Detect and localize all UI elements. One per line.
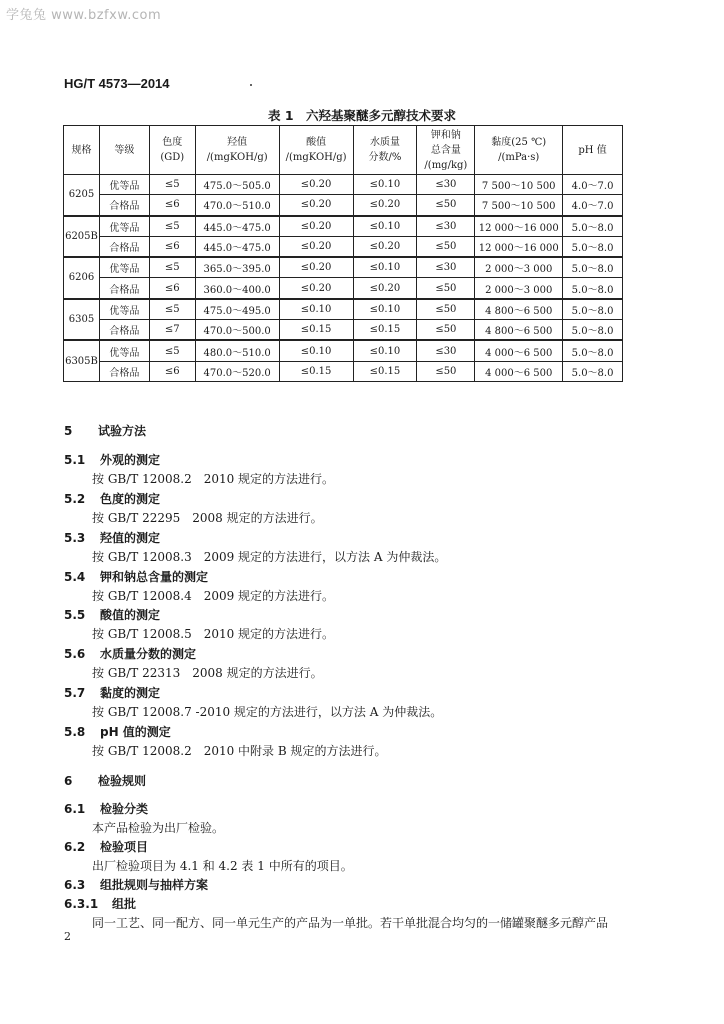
table-row: [64, 340, 623, 361]
spec-cell: 6205: [64, 175, 100, 216]
page-number: 2: [64, 930, 71, 943]
table-cell: 4.0～7.0: [563, 195, 623, 216]
body-paragraph: 本产品检验为出厂检验。: [92, 821, 225, 835]
table-cell: 优等品: [99, 257, 149, 278]
body-paragraph: 按 GB/T 12008.2 2010 规定的方法进行。: [92, 472, 335, 486]
section-number: 5.2: [64, 492, 86, 506]
section-title: 试验方法: [98, 424, 147, 438]
section-heading: [64, 422, 146, 439]
section-title: 钾和钠总含量的测定: [100, 570, 209, 584]
table-cell: ≤0.15: [279, 361, 353, 381]
table-cell: ≤0.10: [353, 299, 417, 320]
section-title: 检验分类: [100, 802, 149, 816]
table-cell: ≤5: [149, 299, 195, 320]
table-cell: ≤0.20: [279, 216, 353, 237]
table-row: [64, 278, 623, 299]
table-cell: ≤30: [417, 340, 475, 361]
scan-speck: [250, 84, 252, 86]
section-number: 5.8: [64, 725, 86, 739]
section-heading: [64, 490, 160, 507]
table-cell: 5.0～8.0: [563, 320, 623, 341]
section-title: 组批规则与抽样方案: [100, 878, 209, 892]
table-cell: 5.0～8.0: [563, 278, 623, 299]
table-cell: 4 000～6 500: [475, 361, 563, 381]
table-cell: ≤0.10: [353, 175, 417, 195]
table-cell: ≤30: [417, 175, 475, 195]
table-cell: ≤50: [417, 195, 475, 216]
section-title: 检验规则: [98, 774, 147, 788]
table-cell: 4 800～6 500: [475, 320, 563, 341]
table-row: [64, 361, 623, 381]
document-code-header: HG/T 4573—2014: [64, 76, 170, 91]
site-watermark: 学兔兔 www.bzfxw.com: [6, 8, 162, 23]
section-heading: [64, 451, 160, 468]
table-cell: 5.0～8.0: [563, 361, 623, 381]
table-cell: 5.0～8.0: [563, 299, 623, 320]
table-cell: ≤6: [149, 361, 195, 381]
table-cell: 合格品: [99, 320, 149, 341]
table-cell: 470.0～510.0: [195, 195, 279, 216]
table-cell: ≤0.10: [279, 299, 353, 320]
table-cell: 4.0～7.0: [563, 175, 623, 195]
spec-cell: 6305B: [64, 340, 100, 381]
table-cell: 445.0～475.0: [195, 216, 279, 237]
table-cell: 5.0～8.0: [563, 216, 623, 237]
body-paragraph: 按 GB/T 12008.2 2010 中附录 B 规定的方法进行。: [92, 744, 387, 758]
table-caption: 表 1 六羟基聚醚多元醇技术要求: [267, 108, 457, 123]
table-cell: ≤0.20: [279, 236, 353, 257]
table-row: [64, 320, 623, 341]
table-cell: 12 000～16 000: [475, 236, 563, 257]
section-heading: [64, 876, 208, 893]
section-number: 5.7: [64, 686, 86, 700]
section-title: 羟值的测定: [100, 531, 161, 545]
section-number: 5.5: [64, 608, 86, 622]
section-heading: [64, 568, 208, 585]
table-cell: 470.0～500.0: [195, 320, 279, 341]
section-number: 6.3.1: [64, 897, 99, 911]
table-cell: 2 000～3 000: [475, 257, 563, 278]
table-cell: ≤50: [417, 299, 475, 320]
table-header-cell: 钾和钠 总含量 /(mg/kg): [417, 126, 475, 175]
table-cell: ≤5: [149, 216, 195, 237]
table-cell: ≤0.10: [353, 340, 417, 361]
section-title: 检验项目: [100, 840, 149, 854]
table-cell: ≤50: [417, 278, 475, 299]
table-cell: 5.0～8.0: [563, 257, 623, 278]
table-cell: 优等品: [99, 340, 149, 361]
table-cell: ≤50: [417, 361, 475, 381]
table-row: [64, 195, 623, 216]
table-cell: ≤0.10: [353, 216, 417, 237]
table-header-cell: 羟值 /(mgKOH/g): [195, 126, 279, 175]
table-cell: ≤30: [417, 257, 475, 278]
body-paragraph: 出厂检验项目为 4.1 和 4.2 表 1 中所有的项目。: [92, 859, 353, 873]
table-cell: 7 500～10 500: [475, 195, 563, 216]
table-cell: 475.0～505.0: [195, 175, 279, 195]
section-heading: [64, 723, 171, 740]
table-cell: ≤0.20: [279, 195, 353, 216]
section-title: 酸值的测定: [100, 608, 161, 622]
table-cell: 7 500～10 500: [475, 175, 563, 195]
table-header-cell: 黏度(25 ℃) /(mPa·s): [475, 126, 563, 175]
table-header-cell: 色度 (GD): [149, 126, 195, 175]
body-paragraph: 按 GB/T 12008.5 2010 规定的方法进行。: [92, 627, 335, 641]
body-paragraph: 按 GB/T 12008.4 2009 规定的方法进行。: [92, 589, 335, 603]
table-cell: ≤0.15: [353, 320, 417, 341]
table-cell: 475.0～495.0: [195, 299, 279, 320]
table-cell: 优等品: [99, 299, 149, 320]
table-cell: ≤50: [417, 236, 475, 257]
section-heading: [64, 800, 148, 817]
section-number: 5.1: [64, 453, 86, 467]
table-cell: 2 000～3 000: [475, 278, 563, 299]
table-cell: 470.0～520.0: [195, 361, 279, 381]
table-cell: ≤30: [417, 216, 475, 237]
table-cell: 480.0～510.0: [195, 340, 279, 361]
table-cell: ≤0.20: [353, 195, 417, 216]
table-cell: ≤0.10: [279, 340, 353, 361]
section-title: 组批: [112, 897, 137, 911]
section-number: 5.4: [64, 570, 86, 584]
table-cell: ≤0.15: [353, 361, 417, 381]
table-cell: 优等品: [99, 216, 149, 237]
table-cell: ≤5: [149, 175, 195, 195]
table-row: [64, 299, 623, 320]
table-cell: ≤0.10: [353, 257, 417, 278]
body-paragraph: 按 GB/T 12008.3 2009 规定的方法进行，以方法 A 为仲裁法。: [92, 550, 447, 564]
table-row: [64, 175, 623, 195]
body-paragraph: 按 GB/T 22313 2008 规定的方法进行。: [92, 666, 323, 680]
section-heading: [64, 684, 160, 701]
table-header-cell: 水质量 分数/%: [353, 126, 417, 175]
table-cell: 445.0～475.0: [195, 236, 279, 257]
section-number: 5.6: [64, 647, 86, 661]
table-cell: ≤0.20: [279, 278, 353, 299]
table-cell: 合格品: [99, 278, 149, 299]
section-number: 6.2: [64, 840, 86, 854]
body-paragraph: 同一工艺、同一配方、同一单元生产的产品为一单批。若干单批混合均匀的一储罐聚醚多元醇产品: [92, 916, 609, 930]
table-cell: ≤0.20: [279, 257, 353, 278]
body-paragraph: 按 GB/T 22295 2008 规定的方法进行。: [92, 511, 323, 525]
section-heading: [64, 772, 146, 789]
spec-cell: 6206: [64, 257, 100, 299]
table-cell: 360.0～400.0: [195, 278, 279, 299]
section-heading: [64, 529, 160, 546]
table-cell: 5.0～8.0: [563, 236, 623, 257]
table-row: [64, 216, 623, 237]
table-cell: 12 000～16 000: [475, 216, 563, 237]
table-cell: 优等品: [99, 175, 149, 195]
section-heading: [64, 606, 160, 623]
table-cell: ≤5: [149, 340, 195, 361]
table-cell: ≤6: [149, 278, 195, 299]
table-cell: ≤7: [149, 320, 195, 341]
spec-cell: 6305: [64, 299, 100, 341]
table-row: [64, 257, 623, 278]
table-header-cell: 规格: [64, 126, 100, 175]
table-cell: 合格品: [99, 195, 149, 216]
section-number: 5.3: [64, 531, 86, 545]
section-number: 6.1: [64, 802, 86, 816]
table-cell: ≤5: [149, 257, 195, 278]
section-title: 水质量分数的测定: [100, 647, 197, 661]
table-cell: 5.0～8.0: [563, 340, 623, 361]
table-cell: 4 800～6 500: [475, 299, 563, 320]
table-cell: 合格品: [99, 361, 149, 381]
section-number: 5: [64, 424, 73, 438]
table-row: [64, 236, 623, 257]
table-cell: ≤6: [149, 236, 195, 257]
body-paragraph: 按 GB/T 12008.7 -2010 规定的方法进行，以方法 A 为仲裁法。: [92, 705, 443, 719]
table-cell: ≤0.20: [279, 175, 353, 195]
table-cell: ≤6: [149, 195, 195, 216]
section-heading: [64, 895, 136, 912]
table-cell: ≤50: [417, 320, 475, 341]
section-title: 色度的测定: [100, 492, 161, 506]
section-heading: [64, 838, 148, 855]
table-cell: ≤0.15: [279, 320, 353, 341]
table-header-cell: 等级: [99, 126, 149, 175]
table-cell: 365.0～395.0: [195, 257, 279, 278]
section-title: 外观的测定: [100, 453, 161, 467]
specification-table: [63, 125, 623, 382]
table-header-cell: pH 值: [563, 126, 623, 175]
section-number: 6: [64, 774, 73, 788]
section-number: 6.3: [64, 878, 86, 892]
section-title: pH 值的测定: [100, 725, 171, 739]
table-cell: 合格品: [99, 236, 149, 257]
section-title: 黏度的测定: [100, 686, 161, 700]
table-cell: 4 000～6 500: [475, 340, 563, 361]
section-heading: [64, 645, 196, 662]
spec-cell: 6205B: [64, 216, 100, 258]
table-header-cell: 酸值 /(mgKOH/g): [279, 126, 353, 175]
table-cell: ≤0.20: [353, 236, 417, 257]
table-cell: ≤0.20: [353, 278, 417, 299]
